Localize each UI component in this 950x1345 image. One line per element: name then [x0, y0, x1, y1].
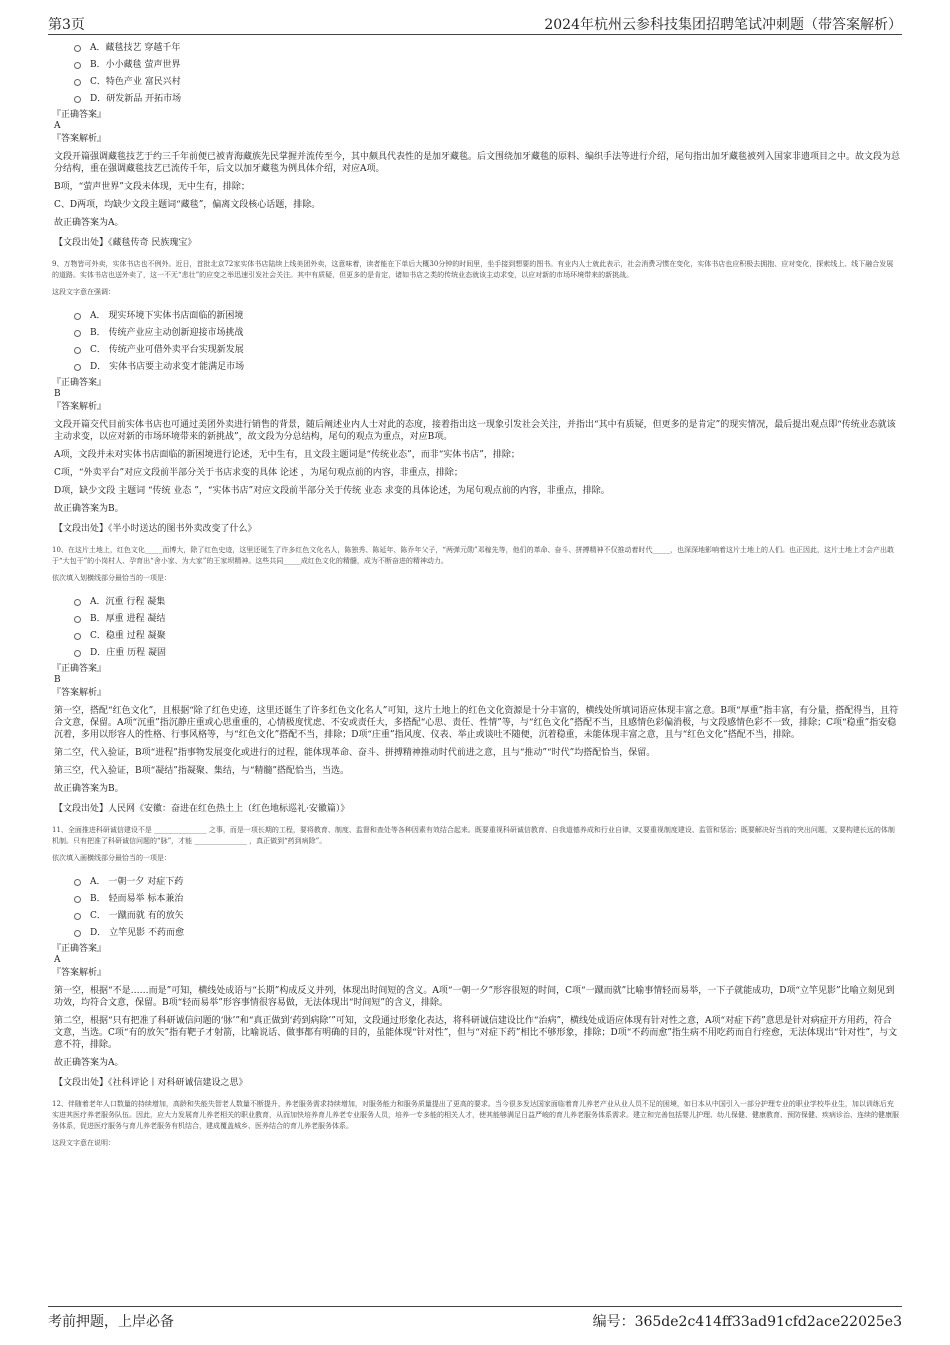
explanation-paragraph: 第二空，根据“只有把准了科研诚信问题的‘脉’”和“真正做到‘药到病除’”可知，文段通过形象化表达，将科研诚信建设比作“治病”，横线处成语应体现有针对性之意，A项“对症下药”意思是针对病症开方用药，符合文意，当选。C项“有的放矢”指有靶子才射箭，比喻说话、做事都有明确的目的，虽能体现“针对性”，但与“对症下药”相比不够形象，排除；D项“不药而愈”指生病不用吃药而自行痊愈，无法体现出“针对性”，与文意不符，排除。: [54, 1016, 898, 1050]
question-10-text: 10、在这片土地上，红色文化_____而博大，除了红色史迹，这里还诞生了许多红色文化名人，陈独秀、陈延年、陈乔年父子，“两弹元勋”邓稼先等，他们的革命、奋斗、拼搏精神不仅推动着时代_____，也深深地影响着这片土地上的人们。也正因此，这片土地上才会产出敢于“大包干”的小岗村人、孕育出“舍小家、为大家”的王家坝精神。这些共同_____成红色文化的精髓，成为不断奋进的精神动力。: [52, 546, 895, 565]
question-11-prompt: 依次填入画横线部分最恰当的一项是：: [52, 854, 171, 862]
source-citation: 【文段出处】人民网《安徽：奋进在红色热土上（红色地标巡礼·安徽篇）》: [54, 804, 350, 814]
option-b[interactable]: B．厚重 进程 凝结: [52, 611, 900, 628]
explanation-paragraph: A项，文段并未对实体书店面临的新困境进行论述，无中生有，且文段主题词是“传统业态”，而非“实体书店”，排除；: [54, 450, 520, 460]
option-c[interactable]: C．特色产业 富民兴村: [52, 74, 900, 91]
question-10-prompt: 依次填入划横线部分最恰当的一项是：: [52, 574, 171, 582]
option-c[interactable]: C． 传统产业可借外卖平台实现新发展: [52, 342, 900, 359]
question-11-text: 11、全面推进科研诚信建设不是 _______________ 之事，而是一项长期的工程，要将教育、制度、监督和查处等各种因素有效结合起来。既要重视科研诚信教育、自我道德养成和行业自律，又要重视制度建设、监管和惩治；既要解决好当前的突出问题，又要构建长远的体制机制。只有把准了科研诚信问题的“脉”，才能 _______________ ，真正做到“药到病除”。: [52, 826, 895, 845]
document-title: 2024年杭州云参科技集团招聘笔试冲刺题（带答案解析）: [544, 17, 902, 33]
answer-value: A: [54, 121, 61, 131]
radio-icon[interactable]: [74, 616, 81, 623]
radio-icon[interactable]: [74, 930, 81, 937]
correct-answer-label: 『正确答案』: [52, 664, 107, 674]
radio-icon[interactable]: [74, 599, 81, 606]
radio-icon[interactable]: [74, 913, 81, 920]
explanation-paragraph: C项，“外卖平台”对应文段前半部分关于书店求变的具体 论述 ，为尾句观点前的内容，非重点，排除；: [54, 468, 463, 478]
option-b[interactable]: B．小小藏毯 萤声世界: [52, 57, 900, 74]
question-9-text: 9、万物皆可外卖，实体书店也不例外。近日，首批北京72家实体书店陆续上线美团外卖，这意味着，读者能在下单后大概30分钟的时间里，坐手接到想要的图书。有业内人士就此表示，社会消费习惯在变化，实体书店也应积极去拥抱、应对变化，探索线上、线下融合发展的道路。实体书店也送外卖了，这一不无“悲壮”的应变之举迅速引发社会关注。其中有质疑，但更多的是肯定，诸如书店之类的传统业态就该主动求变，以应对新的市场环境带来的新挑战。: [52, 260, 894, 279]
explanation-paragraph: C、D两项，均缺少文段主题词“藏毯”，偏离文段核心话题，排除。: [54, 200, 321, 210]
source-citation: 【文段出处】《社科评论丨对科研诚信建设之思》: [54, 1078, 248, 1088]
radio-icon[interactable]: [74, 896, 81, 903]
question-11-options: [52, 874, 900, 942]
option-a[interactable]: A．藏毯技艺 穿越千年: [52, 40, 900, 57]
question-10-options: [52, 594, 900, 662]
explanation-paragraph: 第一空，搭配“红色文化”，且根据“除了红色史迹，这里还诞生了许多红色文化名人”可知，这片土地上的红色文化资源是十分丰富的，横线处所填词语应体现丰富之意。B项“厚重”指丰富，有分量，搭配得当，且符合文意，保留。A项“沉重”指沉静庄重或心思重重的，心情极度忧虑、不安或责任大，多搭配“心思、责任、性情”等，与“红色文化”搭配不当，且感情色彩偏消极，与文段感情色彩不一致，排除；C项“稳重”指安稳沉着，多用以形容人的性格、行事风格等，与“红色文化”搭配不当，排除；D项“庄重”指风度、仪表、举止或谈吐不随便，沉着稳重，未能体现丰富之意，且与“红色文化”搭配不当，排除。: [54, 706, 899, 740]
option-d[interactable]: D． 立竿见影 不药而愈: [52, 925, 900, 942]
explanation-paragraph: 第二空，代入验证，B项“进程”指事物发展变化或进行的过程，能体现革命、奋斗、拼搏精神推动时代前进之意，且与“推动”“时代”均搭配恰当，保留。: [54, 748, 656, 758]
source-citation: 【文段出处】《半小时送达的图书外卖改变了什么》: [54, 524, 257, 534]
radio-icon[interactable]: [74, 879, 81, 886]
option-a[interactable]: A．沉重 行程 凝集: [52, 594, 900, 611]
correct-answer-label: 『正确答案』: [52, 378, 107, 388]
explanation-paragraph: B项，“萤声世界”文段未体现，无中生有，排除；: [54, 182, 250, 192]
question-12-text: 12、伴随着老年人口数量的持续增加，高龄和失能失智老人数量不断提升，养老服务需求持续增加，对服务能力和服务质量提出了更高的要求。当今很多发达国家面临着育儿养老产业从业人员不足的困境，如日本从中国引入一部分护理专业的职业学校毕业生，加以训练后充实进其医疗养老服务队伍。因此，应大力发展育儿养老相关的职业教育，从而加快培养育儿养老专业服务人员，培养一专多能的相关人才，使其能够满足日益严峻的育儿养老服务体系需求。建立和完善包括婴儿护理、幼儿保健、健康教育、预防保健、疾病诊治、连续的健康服务体系，促进医疗服务与育儿养老服务有机结合，建成覆盖城乡、医养结合的育儿养老服务体系。: [52, 1100, 899, 1130]
option-a[interactable]: A． 一朝一夕 对症下药: [52, 874, 900, 891]
radio-icon[interactable]: [74, 45, 81, 52]
explanation-paragraph: 故正确答案为B。: [54, 504, 124, 514]
page-header: [48, 14, 902, 35]
explanation-paragraph: 文段开篇交代目前实体书店也可通过美团外卖进行销售的背景，随后阐述业内人士对此的态度，接着指出这一现象引发社会关注，并指出“其中有质疑，但更多的是肯定”的现实情况，最后提出观点即“传统业态就该主动求变，以应对新的市场环境带来的新挑战”，故文段为分总结构，尾句的观点为重点，对应B项。: [54, 420, 896, 442]
explanation-paragraph: 故正确答案为A。: [54, 218, 124, 228]
footer-slogan: 考前押题，上岸必备: [48, 1314, 174, 1330]
option-c[interactable]: C． 一蹴而就 有的放矢: [52, 908, 900, 925]
analysis-label: 『答案解析』: [52, 688, 107, 698]
explanation-paragraph: D项，缺少文段 主题词 “传统 业态 ”，“实体书店”对应文段前半部分关于传统 业态 求变的具体论述，为尾句观点前的内容，非重点，排除。: [54, 486, 610, 496]
analysis-label: 『答案解析』: [52, 402, 107, 412]
option-a[interactable]: A． 现实环境下实体书店面临的新困境: [52, 308, 900, 325]
radio-icon[interactable]: [74, 313, 81, 320]
correct-answer-label: 『正确答案』: [52, 110, 107, 120]
answer-value: B: [54, 389, 61, 399]
answer-value: A: [54, 955, 61, 965]
explanation-paragraph: 文段开篇强调藏毯技艺于约三千年前便已被青海藏族先民掌握并流传至今，其中颇具代表性的是加牙藏毯。后文围绕加牙藏毯的原料、编织手法等进行介绍，尾句指出加牙藏毯被列入国家非遗项目之中。故文段为总分结构，重在强调藏毯技艺已流传千年，后文以加牙藏毯为例具体介绍，对应A项。: [54, 152, 901, 174]
page-footer: [48, 1306, 902, 1331]
correct-answer-label: 『正确答案』: [52, 944, 107, 954]
radio-icon[interactable]: [74, 650, 81, 657]
explanation-paragraph: 第一空，根据“不是……而是”可知，横线处成语与“长期”构成反义并列，体现出时间短的含义。A项“一朝一夕”形容很短的时间，C项“一蹴而就”比喻事情轻而易举，一下子就能成功，D项“立竿见影”比喻立刻见到功效，均符合文意，保留。B项“轻而易举”形容事情很容易做，无法体现出“时间短”的含义，排除。: [54, 986, 895, 1008]
radio-icon[interactable]: [74, 633, 81, 640]
option-d[interactable]: D．庄重 历程 凝固: [52, 645, 900, 662]
explanation-paragraph: 故正确答案为B。: [54, 784, 124, 794]
option-b[interactable]: B． 轻而易举 标本兼治: [52, 891, 900, 908]
explanation-paragraph: 第三空，代入验证，B项“凝结”指凝聚、集结，与“精髓”搭配恰当，当选。: [54, 766, 350, 776]
explanation-paragraph: 故正确答案为A。: [54, 1058, 124, 1068]
option-b[interactable]: B． 传统产业应主动创新迎接市场挑战: [52, 325, 900, 342]
answer-value: B: [54, 675, 61, 685]
source-citation: 【文段出处】《藏毯传奇 民族瑰宝》: [54, 238, 197, 248]
document-id: 编号：365de2c414ff33ad91cfd2ace22025e3: [592, 1314, 902, 1330]
page-content: [52, 40, 900, 1159]
option-c[interactable]: C．稳重 过程 凝聚: [52, 628, 900, 645]
radio-icon[interactable]: [74, 330, 81, 337]
question-8-options: [52, 40, 900, 108]
option-d[interactable]: D． 实体书店要主动求变才能满足市场: [52, 359, 900, 376]
analysis-label: 『答案解析』: [52, 968, 107, 978]
page-number: 第3页: [48, 17, 85, 33]
question-12-prompt: 这段文字意在说明：: [52, 1139, 115, 1147]
analysis-label: 『答案解析』: [52, 134, 107, 144]
radio-icon[interactable]: [74, 364, 81, 371]
radio-icon[interactable]: [74, 62, 81, 69]
radio-icon[interactable]: [74, 79, 81, 86]
radio-icon[interactable]: [74, 96, 81, 103]
question-9-prompt: 这段文字意在强调：: [52, 288, 115, 296]
radio-icon[interactable]: [74, 347, 81, 354]
question-9-options: [52, 308, 900, 376]
option-d[interactable]: D．研发新品 开拓市场: [52, 91, 900, 108]
